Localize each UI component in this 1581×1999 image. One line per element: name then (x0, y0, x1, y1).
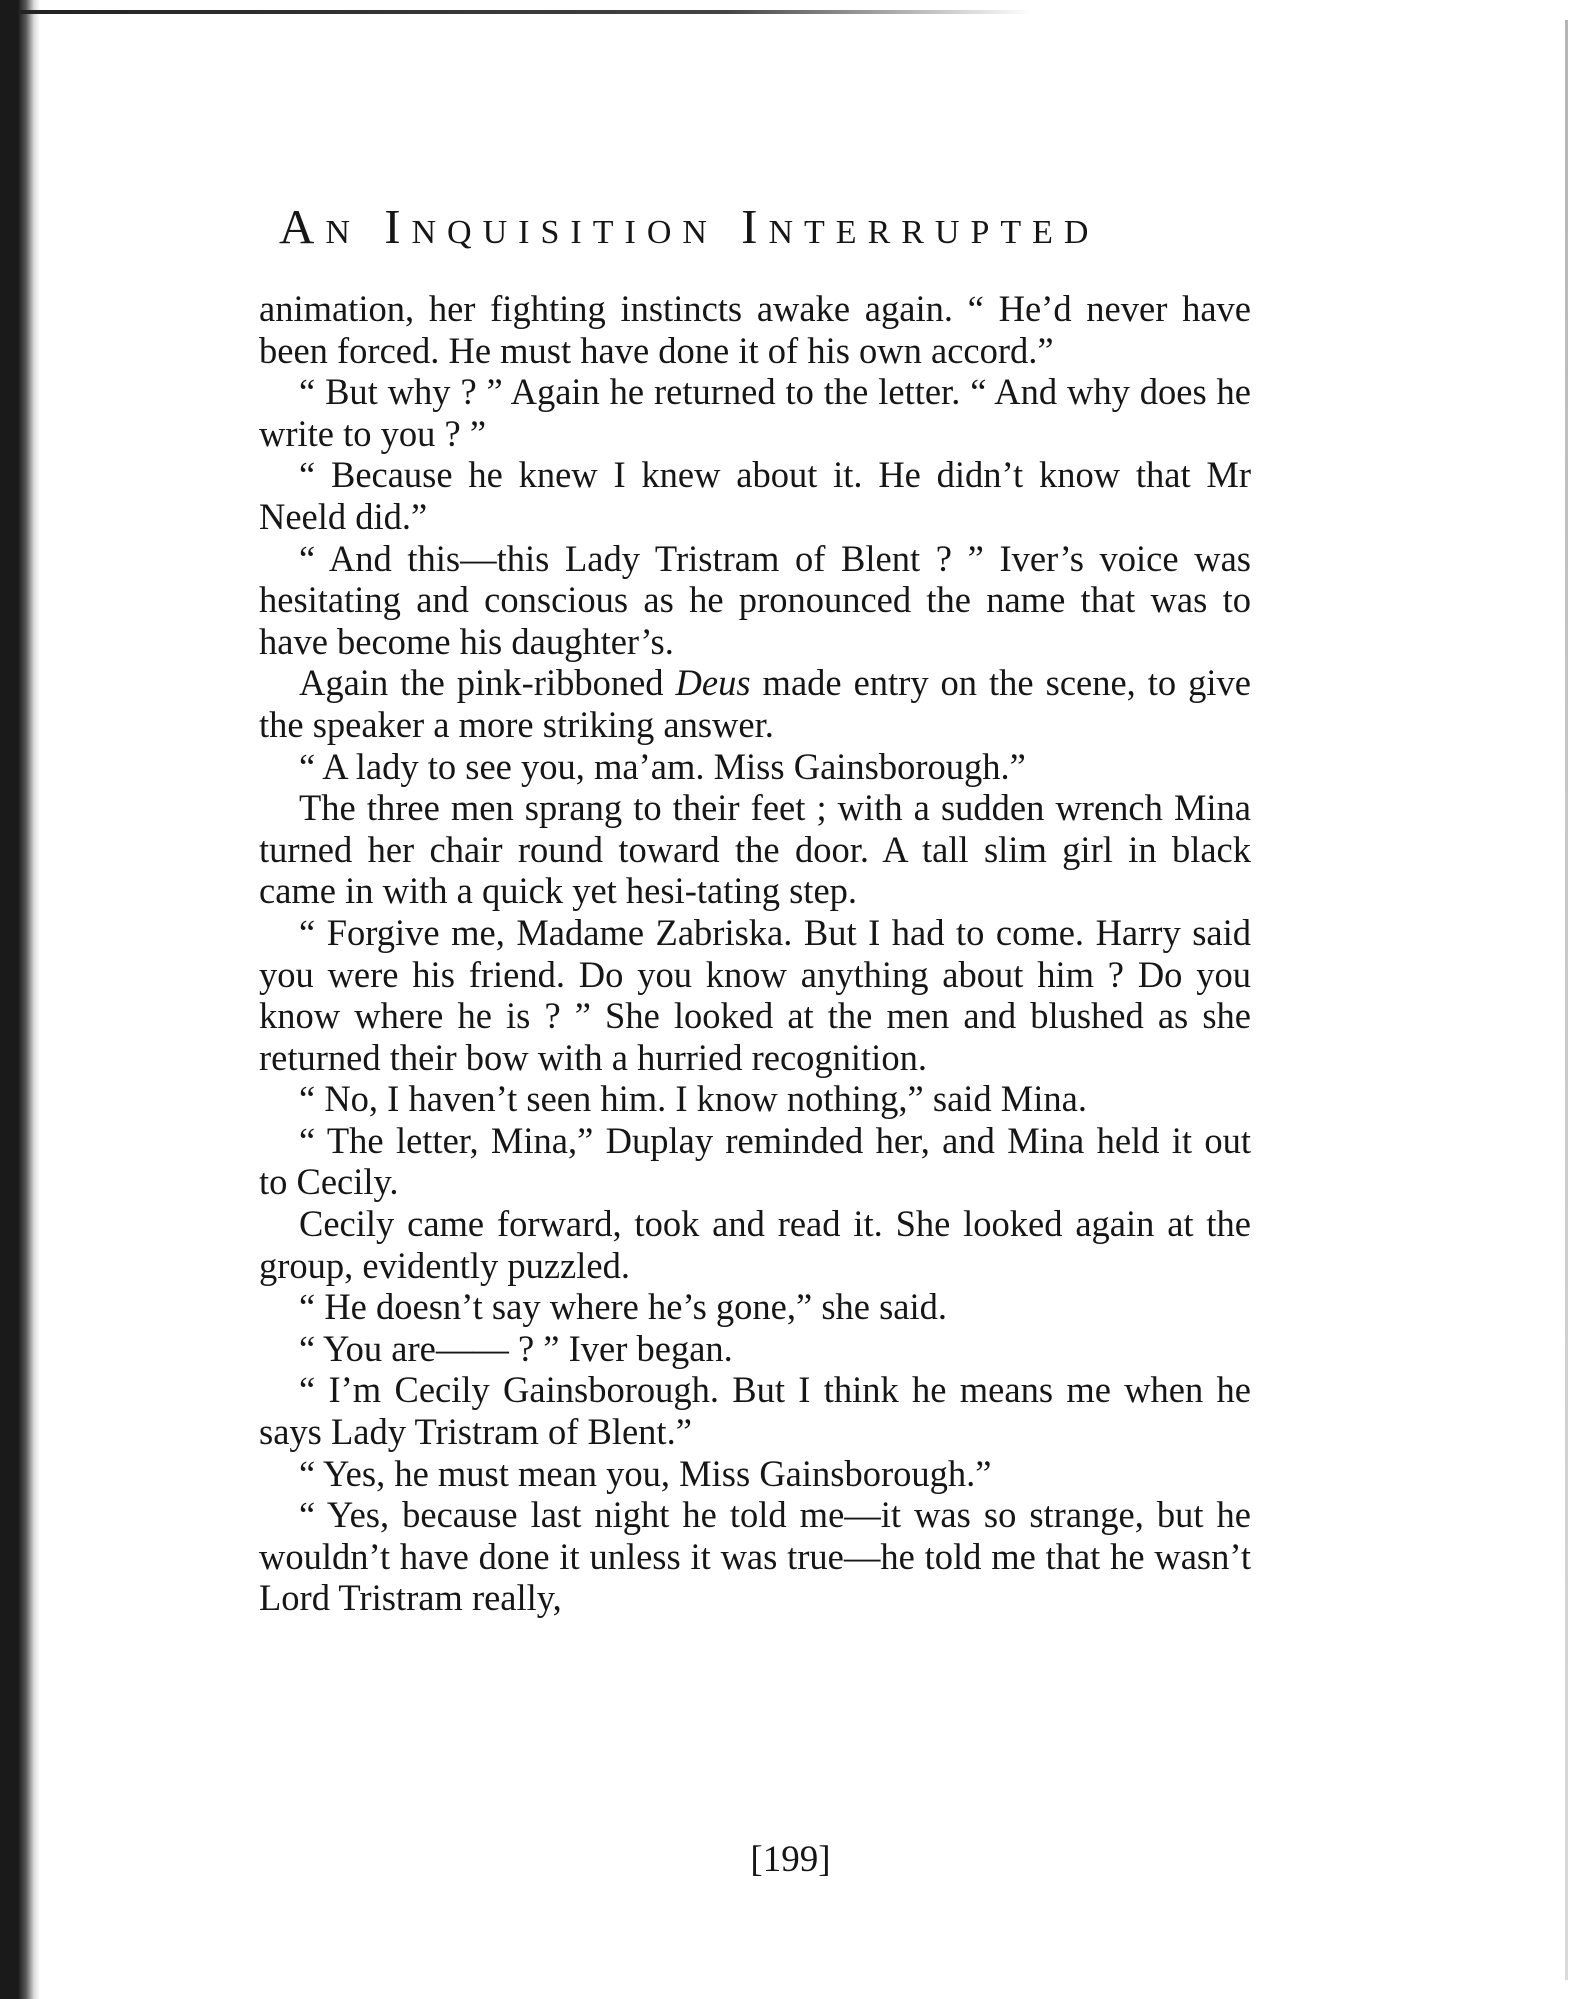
text-run: Again the pink-ribboned (299, 662, 676, 704)
paragraph: “ A lady to see you, ma’am. Miss Gainsborough.” (299, 745, 1026, 787)
paragraph-deus (259, 662, 1251, 745)
text-run: made entry on the scene, to give the speaker a more striking answer. (259, 662, 1251, 745)
body-text (259, 288, 1251, 1619)
paragraph: “ Yes, he must mean you, Miss Gainsborough.” (299, 1452, 992, 1494)
page-number: [199] (750, 1839, 831, 1880)
paragraph: “ And this—this Lady Tristram of Blent ? ” Iver’s voice was hesitating and conscious as he pronounced the name that was to have become his daughter’s. (259, 537, 1251, 662)
scan-edge-left (0, 0, 40, 1999)
paragraph: “ I’m Cecily Gainsborough. But I think he means me when he says Lady Tristram of Blent.” (259, 1369, 1251, 1453)
running-header: An Inquisition Interrupted (279, 199, 1100, 254)
paragraph: “ Because he knew I knew about it. He didn’t know that Mr Neeld did.” (259, 454, 1251, 537)
scan-rule-top (20, 10, 1030, 14)
italic-word: Deus (675, 662, 751, 704)
paragraph: “ But why ? ” Again he returned to the letter. “ And why does he write to you ? ” (259, 371, 1251, 454)
paragraph: “ The letter, Mina,” Duplay reminded her, and Mina held it out to Cecily. (259, 1119, 1251, 1203)
paragraph: “ Yes, because last night he told me—it was so strange, but he wouldn’t have done it unless it was true—he told me that he wasn’t Lord Tristram really, (259, 1494, 1251, 1619)
paragraph: “ Forgive me, Madame Zabriska. But I had to come. Harry said you were his friend. Do you know anything about him ? Do you know where he is ? ” She looked at the men and blushed as she returned their bow with a hurried recognition. (259, 911, 1251, 1078)
paragraph: animation, her fighting instincts awake again. “ He’d never have been forced. He must have done it of his own accord.” (259, 288, 1251, 371)
paragraph: The three men sprang to their feet ; with a sudden wrench Mina turned her chair round toward the door. A tall slim girl in black came in with a quick yet hesi-tating step. (259, 787, 1251, 912)
scan-edge-right (1565, 20, 1568, 1980)
paragraph: “ You are—— ? ” Iver began. (299, 1327, 733, 1369)
paragraph: “ He doesn’t say where he’s gone,” she said. (299, 1286, 948, 1328)
paragraph: Cecily came forward, took and read it. She looked again at the group, evidently puzzled. (259, 1203, 1251, 1286)
paragraph: “ No, I haven’t seen him. I know nothing,” said Mina. (299, 1078, 1087, 1120)
